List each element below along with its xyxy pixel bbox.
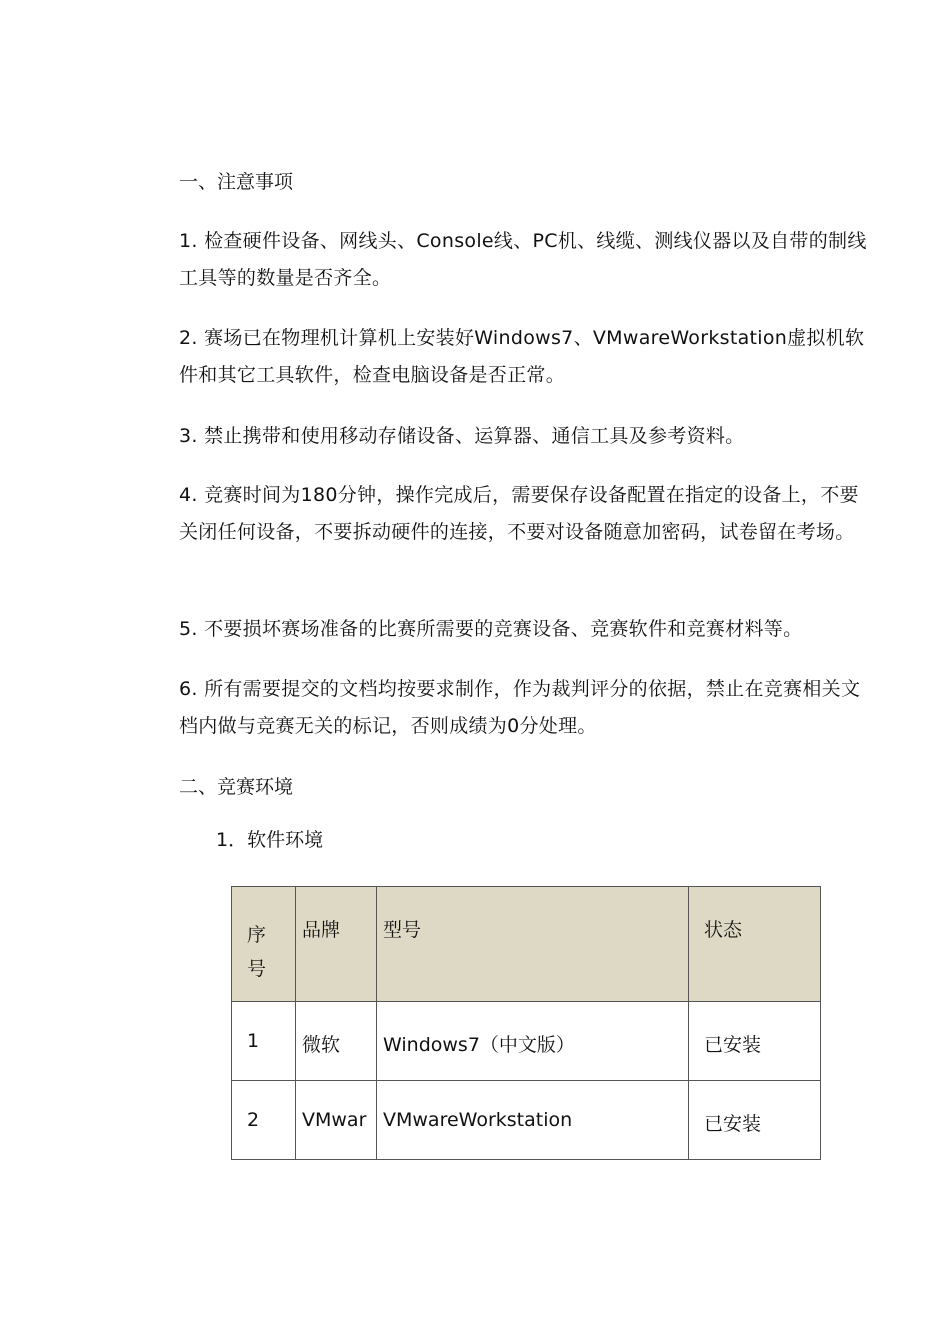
- note-item-3: 3. 禁止携带和使用移动存储设备、运算器、通信工具及参考资料。: [179, 425, 745, 447]
- section-heading-notes: 一、注意事项: [179, 171, 294, 193]
- subsection-heading-software: 1．软件环境: [216, 829, 324, 851]
- table-header-row: [232, 887, 821, 1002]
- header-index: [232, 887, 296, 1002]
- note-item-2: 2. 赛场已在物理机计算机上安装好Windows7、VMwareWorkstation虚拟机软件和其它工具软件，检查电脑设备是否正常。: [179, 327, 865, 386]
- row-brand: VMwar: [296, 1081, 377, 1160]
- header-index-line2: 号: [247, 958, 267, 980]
- note-item-1: 1. 检查硬件设备、网线头、Console线、PC机、线缆、测线仪器以及自带的制线工具等的数量是否齐全。: [179, 230, 867, 289]
- header-model: 型号: [377, 887, 689, 1002]
- note-item-4: 4. 竞赛时间为180分钟，操作完成后，需要保存设备配置在指定的设备上，不要关闭任何设备，不要拆动硬件的连接，不要对设备随意加密码，试卷留在考场。: [179, 484, 859, 543]
- section-heading-environment: 二、竞赛环境: [179, 776, 294, 798]
- header-brand: 品牌: [296, 887, 377, 1002]
- row-index: 2: [232, 1081, 296, 1160]
- table-row: [232, 1002, 821, 1081]
- header-index-line1: 序: [247, 924, 267, 946]
- row-model: VMwareWorkstation: [377, 1081, 689, 1160]
- software-environment-table: [231, 886, 821, 1160]
- row-status: 已安装: [689, 1081, 821, 1160]
- row-index: 1: [232, 1002, 296, 1081]
- note-item-6: 6. 所有需要提交的文档均按要求制作，作为裁判评分的依据，禁止在竞赛相关文档内做与竞赛无关的标记，否则成绩为0分处理。: [179, 678, 861, 737]
- header-status: 状态: [689, 887, 821, 1002]
- row-model: Windows7（中文版）: [377, 1002, 689, 1081]
- row-brand: 微软: [296, 1002, 377, 1081]
- table-row: [232, 1081, 821, 1160]
- row-status: 已安装: [689, 1002, 821, 1081]
- note-item-5: 5. 不要损坏赛场准备的比赛所需要的竞赛设备、竞赛软件和竞赛材料等。: [179, 618, 803, 640]
